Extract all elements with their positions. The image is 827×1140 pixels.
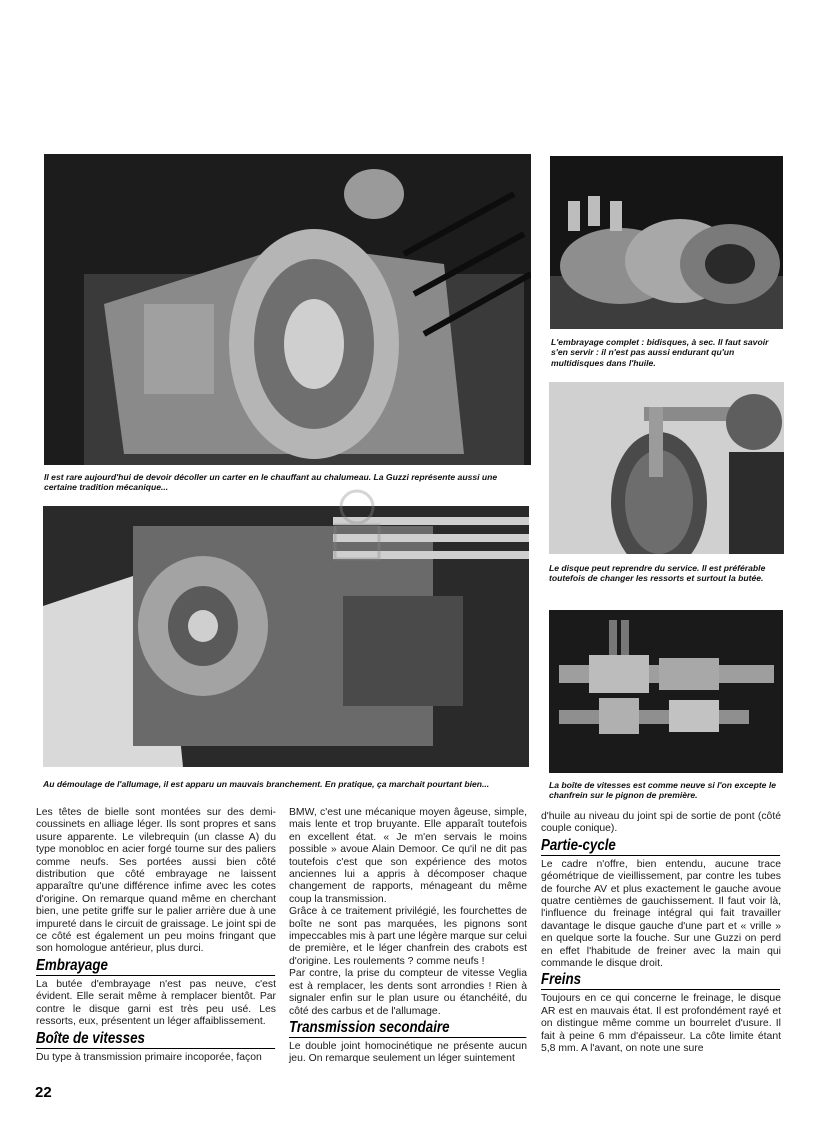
photo-engine-crankcase [44, 154, 531, 465]
paragraph: Grâce à ce traitement privilégié, les fourchettes de boîte ne sont pas marquées, les pignons sont impeccables mis à part une légère marque sur celui de première, et le léger chanfrein des crabots est d'origine. Les roulements ? comme neufs ! [289, 906, 527, 967]
heading-partie-cycle: Partie-cycle [541, 837, 780, 856]
paragraph: Le double joint homocinétique ne présente aucun jeu. On remarque seulement un léger suintement [289, 1040, 527, 1065]
photo-clutch [550, 156, 783, 329]
photo-gearbox [549, 610, 783, 773]
paragraph: Les têtes de bielle sont montées sur des demi-coussinets en alliage léger. Ils sont propres et sans usure apparente. Le vilebrequin (un classe A) du type monobloc en acier forgé tourne sur des paliers comme neufs. Ses portées aussi bien côté distribution que côté embrayage ne laissent apparaître qu'une différence infime avec les cotes d'origine. On remarque quand même en cherchant bien, une petite griffe sur le palier arrière due à une impureté dans le circuit de graissage. Le joint spi de ce côté est également un peu moins fringant que son homologue antérieur, plus durci. [36, 807, 276, 955]
text-column-3 [541, 811, 781, 1056]
photo-clutch-disc [549, 382, 784, 554]
caption-ignition: Au démoulage de l'allumage, il est apparu un mauvais branchement. En pratique, ça marchait pourtant bien... [43, 779, 490, 789]
text-column-2 [289, 807, 527, 1066]
paragraph: Du type à transmission primaire incoporée, façon [36, 1051, 262, 1063]
heading-transmission-secondaire: Transmission secondaire [289, 1019, 526, 1038]
photo-ignition [43, 506, 529, 767]
heading-embrayage: Embrayage [36, 957, 275, 976]
caption-gearbox: La boîte de vitesses est comme neuve si l'on excepte le chanfrein sur le pignon de première. [549, 780, 777, 801]
caption-clutch: L'embrayage complet : bidisques, à sec. Il faut savoir s'en servir : il n'est pas aussi endurant qu'un multidisques dans l'huile. [551, 337, 769, 368]
paragraph: BMW, c'est une mécanique moyen âgeuse, simple, mais lente et trop bruyante. Elle apparaît toutefois en excellent état. « Je m'en servais le moins possible » avoue Alain Demoor. Ce qu'il ne dit pas toutefois c'est que son expérience des motos anciennes lui a appris à décomposer chaque changement de rapports, ménageant du même coup la transmission. [289, 807, 527, 905]
paragraph: La butée d'embrayage n'est pas neuve, c'est évident. Elle serait même à remplacer bientôt. Par contre le disque garni est très peu usé. Les ressorts, eux, présentent un léger affaiblissement. [36, 978, 276, 1028]
caption-clutch-disc: Le disque peut reprendre du service. Il est préférable toutefois de changer les ressorts et surtout la butée. [549, 563, 766, 584]
paragraph: Toujours en ce qui concerne le freinage, le disque AR est en mauvais état. Il est profondément rayé et on distingue même comme un bourrelet d'usure. Il fait à peine 6 mm d'épaisseur. La côte limite étant 5,8 mm. A l'avant, on note une sure [541, 993, 781, 1055]
caption-engine-crankcase: Il est rare aujourd'hui de devoir décoller un carter en le chauffant au chalumeau. La Guzzi représente aussi une certaine tradition mécanique... [44, 472, 498, 493]
paragraph: d'huile au niveau du joint spi de sortie de pont (côté couple conique). [541, 811, 781, 835]
heading-freins: Freins [541, 971, 780, 990]
paragraph: Par contre, la prise du compteur de vitesse Veglia est à remplacer, les dents sont arrondies ! Rien à signaler enfin sur le plan usure ou étanchéité, du côté des carbus et de l'allumage. [289, 968, 527, 1017]
heading-boite-de-vitesses: Boîte de vitesses [36, 1030, 275, 1049]
text-column-1 [36, 807, 276, 1064]
page-number: 22 [35, 1084, 52, 1101]
paragraph: Le cadre n'offre, bien entendu, aucune trace géométrique de vieillissement, par contre les tubes de fourche AV et plus exactement le gauche avoue quatre centièmes de gauchissement. Il faut voir là, l'influence du freinage intégral qui fait travailler davantage le disque gauche d'une part et « vrille » en quelque sorte la fouche. Sur une Guzzi on perd en effet l'habitude de freiner avec la main qui commande le disque droit. [541, 858, 781, 970]
watermark-logo [327, 487, 387, 562]
